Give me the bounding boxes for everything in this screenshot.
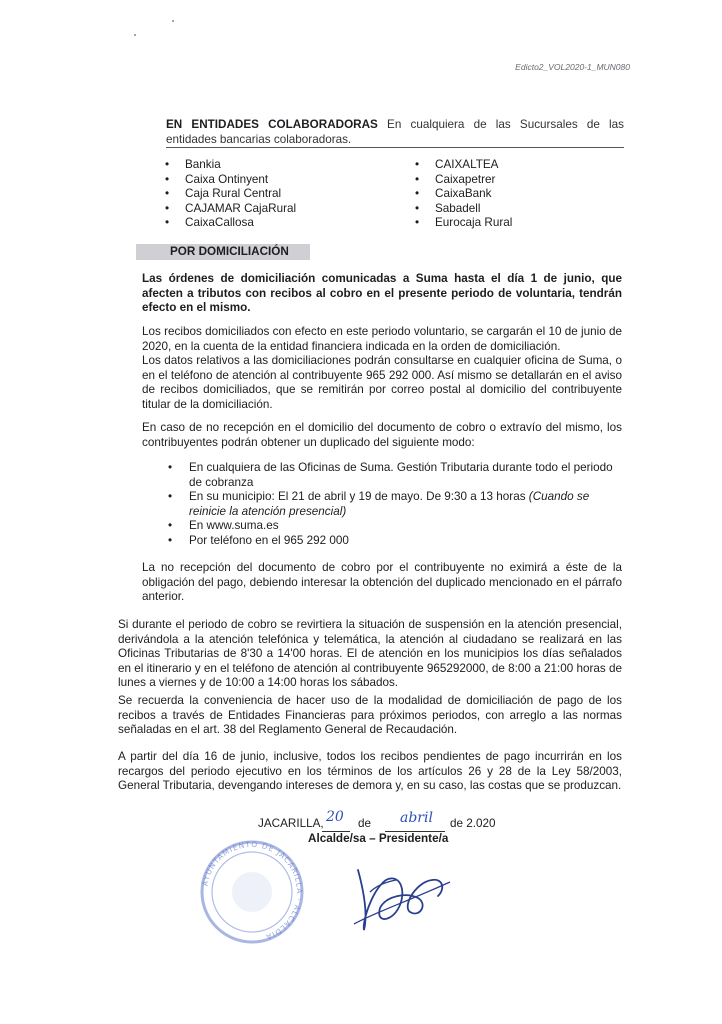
signature-month: abril (400, 810, 433, 826)
entidades-text: En cualquiera de las Sucursales de las entidades bancarias colaboradoras. (166, 118, 625, 146)
list-item-note: (Cuando se reinicie la atención presencial) (189, 490, 590, 518)
bank-item: • Caja Rural Central (161, 187, 381, 202)
body-p5: Si durante el periodo de cobro se revirtiera la situación de suspensión en la atención presencial, derivándola a la atención telefónica y telemática, la atención al ciudadano se realizará en las Oficinas Tributarias de 8'30 a 14'00 horas. El de atención en los municipios los días señalados en el itinerario y en el teléfono de atención al contribuyente 965292000, de 8:00 a 21:00 horas de lunes a viernes y de 10:00 a 14:00 horas los sábados. (118, 618, 622, 690)
bank-item: • Caixapetrer (411, 173, 611, 188)
stamp-text: AYUNTAMIENTO DE JACARILLA · ALCALDIA (200, 839, 305, 942)
list-item: • En cualquiera de las Oficinas de Suma. Gestión Tributaria durante todo el periodo de cobranza (165, 461, 623, 490)
document-reference: Edicto2_VOL2020-1_MUN080 (515, 62, 630, 72)
bank-list-left (161, 158, 381, 231)
list-item-text: En su municipio: El 21 de abril y 19 de mayo. De 9:30 a 13 horas (189, 490, 529, 504)
signature-role: Alcalde/sa – Presidente/a (308, 832, 449, 845)
domiciliacion-p2: Los datos relativos a las domiciliaciones podrán consultarse en cualquier oficina de Suma, o en el teléfono de atención al contribuyente 965 292 000. Así mismo se detallarán en el aviso de recibos domiciliados, que se remitirán por correo postal al domicilio del contribuyente titular de la domiciliación. (142, 354, 622, 411)
bank-item: • CaixaBank (411, 187, 611, 202)
bank-item: • CAJAMAR CajaRural (161, 202, 381, 217)
bank-list-right (411, 158, 611, 231)
signature-day: 20 (326, 809, 344, 825)
bank-item: • CAIXALTEA (411, 158, 611, 173)
official-stamp (196, 836, 308, 948)
list-item: • En www.suma.es (165, 519, 623, 534)
domiciliacion-p1: Los recibos domiciliados con efecto en este periodo voluntario, se cargarán el 10 de junio de 2020, en la cuenta de la entidad financiera indicada en la orden de domiciliación. (142, 325, 622, 353)
body-p6: Se recuerda la conveniencia de hacer uso de la modalidad de domiciliación de pago de los recibos a través de Entidades Financieras para próximos periodos, con arreglo a las normas señaladas en el art. 38 del Reglamento General de Recaudación. (118, 694, 622, 737)
body-p7: A partir del día 16 de junio, inclusive, todos los recibos pendientes de pago incurrirán en los recargos del periodo ejecutivo en los términos de los artículos 26 y 28 de la Ley 58/2003, General Tributaria, devengando intereses de demora y, en su caso, las costas que se produzcan. (118, 750, 622, 793)
duplicate-options-list (165, 461, 623, 549)
divider-rule (166, 147, 624, 148)
domiciliacion-p3: En caso de no recepción en el domicilio del documento de cobro o extravío del mismo, los contribuyentes podrán obtener un duplicado del siguiente modo: (142, 421, 622, 449)
list-item (165, 490, 623, 519)
domiciliacion-intro: Las órdenes de domiciliación comunicadas a Suma hasta el día 1 de junio, que afecten a tributos con recibos al cobro en el presente periodo de voluntaria, tendrán efecto en el mismo. (142, 272, 622, 315)
section-title: POR DOMICILIACIÓN (170, 245, 289, 258)
bank-item: • CaixaCallosa (161, 216, 381, 231)
bank-item: • Sabadell (411, 202, 611, 217)
domiciliacion-p4: La no recepción del documento de cobro por el contribuyente no eximirá a éste de la obligación del pago, debiendo interesar la obtención del duplicado mencionado en el párrafo anterior. (142, 561, 622, 604)
entidades-paragraph (166, 118, 624, 147)
bank-item: • Caixa Ontinyent (161, 173, 381, 188)
bank-item: • Bankia (161, 158, 381, 173)
list-item: • Por teléfono en el 965 292 000 (165, 534, 623, 549)
signature-de: de (358, 817, 372, 830)
entidades-heading: EN ENTIDADES COLABORADORAS (166, 118, 378, 131)
signature-year: de 2.020 (450, 817, 496, 830)
signature-place: JACARILLA, (258, 817, 324, 830)
handwritten-signature (346, 852, 458, 938)
bank-item: • Eurocaja Rural (411, 216, 611, 231)
